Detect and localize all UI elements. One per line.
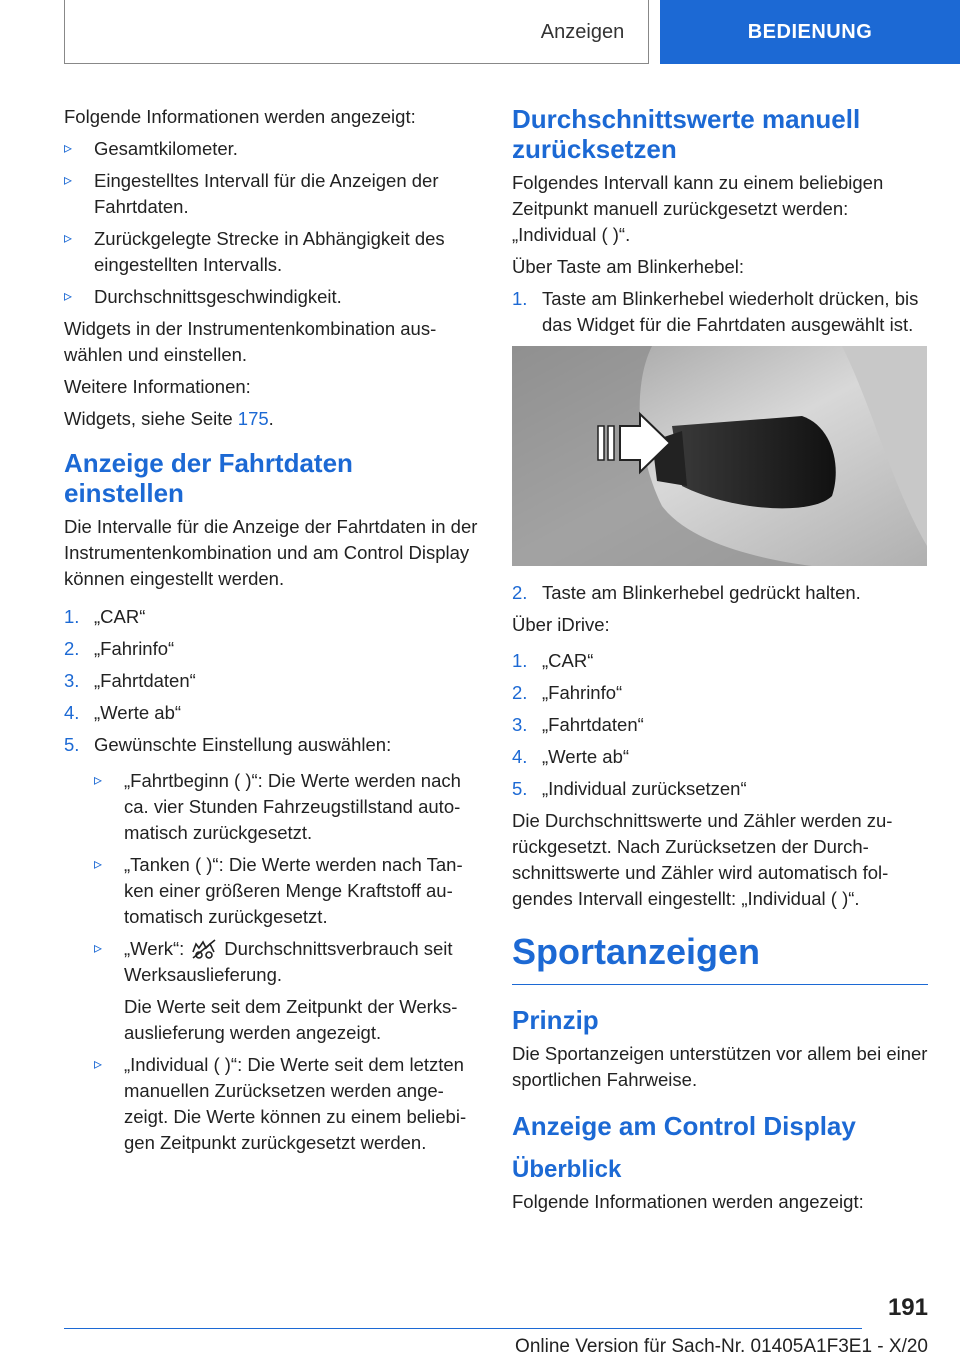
section-heading-fahrtdaten: Anzeige der Fahrtdaten einstellen — [64, 448, 353, 508]
step-number: 2. — [64, 638, 80, 659]
step-item — [64, 604, 478, 630]
right-column — [512, 104, 928, 1221]
step-number: 3. — [64, 670, 80, 691]
left-column — [64, 104, 478, 1162]
section-text: Die Intervalle für die Anzeige der Fahrtdaten in der Instrumentenkombination und am Control Display können eingestellt werden. — [64, 516, 478, 589]
step-item — [512, 580, 928, 606]
section-heading-control-display: Anzeige am Control Display — [512, 1111, 856, 1141]
step-text: „Fahrinfo“ — [94, 638, 175, 659]
step-item — [64, 668, 478, 694]
list-item: ▹ Eingestelltes Intervall für die Anzeigen der Fahrtdaten. — [64, 168, 478, 220]
step-text: „Fahrtdaten“ — [94, 670, 196, 691]
step-number: 1. — [64, 606, 80, 627]
werk-prefix: „Werk“: — [124, 938, 185, 959]
step-text: Taste am Blinkerhebel wiederholt drücken, bis das Widget für die Fahrtdaten ausgewählt ist. — [542, 288, 919, 335]
prinzip-text: Die Sportanzeigen unterstützen vor allem bei einer sportlichen Fahrweise. — [512, 1043, 928, 1090]
page-link-175[interactable]: 175 — [237, 408, 269, 429]
step-number: 4. — [512, 746, 528, 767]
step-item — [512, 776, 928, 802]
widgets-reference — [64, 406, 478, 432]
step-text: „Werte ab“ — [542, 746, 630, 767]
via-idrive-label: Über iDrive: — [512, 614, 610, 635]
werk-suffix: Durchschnittsverbrauch seit Werksauslieferung. — [124, 938, 453, 985]
sub-list-item-werk — [94, 936, 478, 988]
step-number: 5. — [512, 778, 528, 799]
widgets-ref-text: Widgets, siehe Seite — [64, 408, 238, 429]
step-text: „CAR“ — [542, 650, 594, 671]
overview-text: Folgende Informationen werden angezeigt: — [512, 1191, 864, 1212]
sub-list-item: ▹ „Fahrtbeginn ( )“: Die Werte werden nach ca. vier Stunden Fahrzeugstillstand automatisch zurückgesetzt. — [94, 768, 478, 846]
list-item: ▹ Durchschnittsgeschwindigkeit. — [64, 284, 478, 310]
step-number: 1. — [512, 650, 528, 671]
section-heading-prinzip: Prinzip — [512, 1005, 599, 1035]
step-item — [64, 732, 478, 758]
step-text: „Fahrinfo“ — [542, 682, 623, 703]
step-text: „Werte ab“ — [94, 702, 182, 723]
list-item: ▹ Zurückgelegte Strecke in Abhängigkeit des eingestellten Intervalls. — [64, 226, 478, 278]
step-item — [64, 700, 478, 726]
step-item — [512, 286, 928, 338]
widgets-text: Widgets in der Instrumentenkombination auswählen und einstellen. — [64, 318, 437, 365]
step-text: „Fahrtdaten“ — [542, 714, 644, 735]
step-text: „Individual zurücksetzen“ — [542, 778, 747, 799]
step-number: 3. — [512, 714, 528, 735]
step-item — [512, 680, 928, 706]
sub-list-item: ▹ „Individual ( )“: Die Werte seit dem letzten manuellen Zurücksetzen werden angezeigt. Die Werte können zu einem beliebigen Zeitpunkt zurückgesetzt werden. — [94, 1052, 478, 1156]
step-item — [512, 744, 928, 770]
header-chapter-tab[interactable]: BEDIENUNG — [660, 0, 960, 64]
subsection-heading-ueberblick: Überblick — [512, 1156, 622, 1183]
reset-intro: Folgendes Intervall kann zu einem beliebigen Zeitpunkt manuell zurückgesetzt werden: „Individual ( )“. — [512, 172, 884, 245]
footer-divider — [64, 1328, 862, 1329]
header-section-title: Anzeigen — [540, 20, 625, 43]
step-text: „CAR“ — [94, 606, 146, 627]
more-info-label: Weitere Informationen: — [64, 376, 251, 397]
section-heading-reset: Durchschnittswerte manuell zurücksetzen — [512, 104, 861, 164]
info-intro: Folgende Informationen werden angezeigt: — [64, 106, 416, 127]
step-number: 5. — [64, 734, 80, 755]
step-number: 4. — [64, 702, 80, 723]
period: . — [268, 408, 274, 429]
page-number: 191 — [887, 1294, 928, 1321]
factory-reset-icon — [190, 938, 218, 960]
turn-signal-lever-photo — [512, 346, 927, 566]
step-item — [512, 648, 928, 674]
step-number: 2. — [512, 582, 528, 603]
chapter-title-sportanzeigen: Sportanzeigen — [512, 930, 928, 985]
footer-online-version: Online Version für Sach-Nr. 01405A1F3E1 - X/20 — [515, 1336, 928, 1357]
step-number: 1. — [512, 288, 528, 309]
werk-note: Die Werte seit dem Zeitpunkt der Werksauslieferung werden angezeigt. — [124, 996, 458, 1043]
step-item — [512, 712, 928, 738]
reset-result-text: Die Durchschnittswerte und Zähler werden zurückgesetzt. Nach Zurücksetzen der Durchschnittswerte und Zähler wird automatisch folgendes Intervall eingestellt: „Individual ( )“. — [512, 810, 893, 909]
step-item — [64, 636, 478, 662]
via-lever-label: Über Taste am Blinkerhebel: — [512, 256, 745, 277]
sub-list-item: ▹ „Tanken ( )“: Die Werte werden nach Tanken einer größeren Menge Kraftstoff automatisch zurückgesetzt. — [94, 852, 478, 930]
step-text: Gewünschte Einstellung auswählen: — [94, 734, 392, 755]
step-text: Taste am Blinkerhebel gedrückt halten. — [542, 582, 861, 603]
list-item: ▹ Gesamtkilometer. — [64, 136, 478, 162]
step-number: 2. — [512, 682, 528, 703]
